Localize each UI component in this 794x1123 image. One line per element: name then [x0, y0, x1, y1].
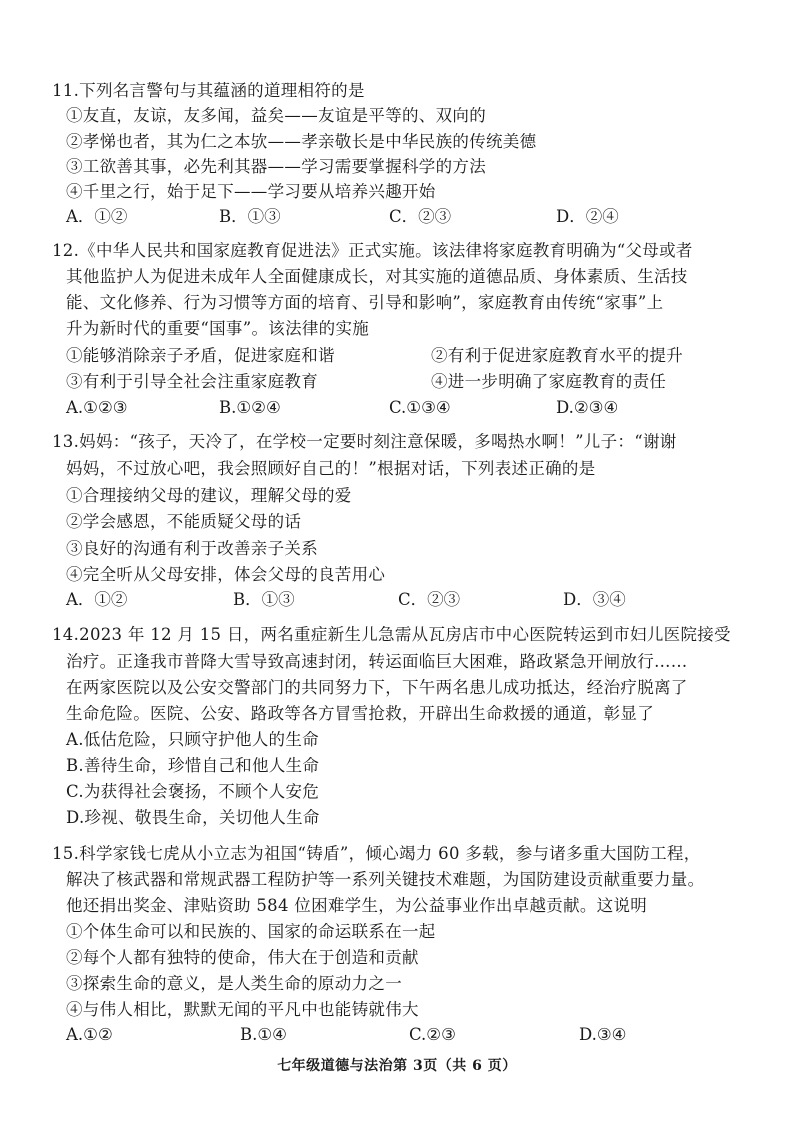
choice-a: A.①②③ [66, 398, 128, 417]
question-stem: 14.2023 年 12 月 15 日，两名重症新生儿急需从瓦房店市中心医院转运到市妇儿医院接受 [52, 625, 731, 644]
question-stem: 13.妈妈：“孩子，天冷了，在学校一定要时刻注意保暖，多喝热水啊！”儿子：“谢谢 [52, 432, 677, 451]
question-stem-line: 升为新时代的重要“国事”。该法律的实施 [66, 319, 370, 338]
choice-a: A.①② [66, 1025, 113, 1044]
question-stem: 11.下列名言警句与其蕴涵的道理相符的是 [52, 81, 365, 100]
question-stem-line: 妈妈，不过放心吧，我会照顾好自己的！”根据对话，下列表述正确的是 [66, 459, 596, 478]
choice-d: D.珍视、敬畏生命，关切他人生命 [66, 808, 320, 827]
choice-b: B.①②④ [219, 398, 281, 417]
statement-1: ①合理接纳父母的建议，理解父母的爱 [66, 486, 352, 505]
choice-b: B.善待生命，珍惜自己和他人生命 [66, 756, 320, 775]
statement-4: ④进一步明确了家庭教育的责任 [431, 372, 667, 391]
statement-3: ③工欲善其事，必先利其器——学习需要掌握科学的方法 [66, 157, 486, 176]
statement-3: ③良好的沟通有利于改善亲子关系 [66, 539, 318, 558]
choice-c: C．②③ [389, 207, 452, 226]
choice-d: D.③④ [579, 1025, 627, 1044]
choice-a: A．①② [66, 590, 128, 609]
statement-2: ②学会感恩，不能质疑父母的话 [66, 512, 302, 531]
statement-1: ①友直，友谅，友多闻，益矣——友谊是平等的、双向的 [66, 106, 486, 125]
statement-1: ①个体生命可以和民族的、国家的命运联系在一起 [66, 922, 436, 941]
question-stem-line: 其他监护人为促进未成年人全面健康成长，对其实施的道德品质、身体素质、生活技 [66, 267, 688, 286]
statement-4: ④完全听从父母安排，体会父母的良苦用心 [66, 565, 386, 584]
choice-c: C.②③ [409, 1025, 456, 1044]
choice-d: D.②③④ [556, 398, 619, 417]
statement-2: ②孝悌也者，其为仁之本欤——孝亲敬长是中华民族的传统美德 [66, 132, 537, 151]
choice-b: B.①④ [240, 1025, 287, 1044]
question-stem-line: 在两家医院以及公安交警部门的共同努力下，下午两名患儿成功抵达，经治疗脱离了 [66, 678, 688, 697]
statement-4: ④与伟人相比，默默无闻的平凡中也能铸就伟大 [66, 1000, 419, 1019]
question-stem-line: 治疗。正逢我市普降大雪导致高速封闭，转运面临巨大困难，路政紧急开闸放行…… [66, 652, 688, 671]
choice-d: D．③④ [563, 590, 626, 609]
choice-a: A．①② [66, 207, 128, 226]
choice-a: A.低估危险，只顾守护他人的生命 [66, 730, 319, 749]
statement-3: ③有利于引导全社会注重家庭教育 [66, 372, 318, 391]
statement-1: ①能够消除亲子矛盾，促进家庭和谐 [66, 346, 335, 365]
statement-3: ③探索生命的意义，是人类生命的原动力之一 [66, 974, 402, 993]
choice-d: D．②④ [556, 207, 619, 226]
choice-b: B．①③ [219, 207, 281, 226]
choice-b: B．①③ [233, 590, 295, 609]
question-stem-line: 生命危险。医院、公安、路政等各方冒雪抢救，开辟出生命救援的通道，彰显了 [66, 704, 654, 723]
statement-2: ②每个人都有独特的使命，伟大在于创造和贡献 [66, 948, 419, 967]
question-stem-line: 解决了核武器和常规武器工程防护等一系列关键技术难题，为国防建设贡献重要力量。 [66, 870, 705, 889]
statement-2: ②有利于促进家庭教育水平的提升 [431, 346, 683, 365]
choice-c: C.为获得社会褒扬，不顾个人安危 [66, 782, 320, 801]
choice-c: C．②③ [398, 590, 461, 609]
question-stem-line: 他还捐出奖金、津贴资助 584 位困难学生，为公益事业作出卓越贡献。这说明 [66, 896, 648, 915]
choice-c: C.①③④ [389, 398, 451, 417]
statement-4: ④千里之行，始于足下——学习要从培养兴趣开始 [66, 182, 436, 201]
question-stem: 15.科学家钱七虎从小立志为祖国“铸盾”，倾心竭力 60 多载，参与诸多重大国防工程， [52, 844, 701, 863]
question-stem: 12.《中华人民共和国家庭教育促进法》正式实施。该法律将家庭教育明确为“父母或者 [52, 241, 693, 260]
question-stem-line: 能、文化修养、行为习惯等方面的培育、引导和影响”，家庭教育由传统“家事”上 [66, 293, 664, 312]
page-footer: 七年级道德与法治第 3页（共 6 页） [277, 1058, 517, 1074]
